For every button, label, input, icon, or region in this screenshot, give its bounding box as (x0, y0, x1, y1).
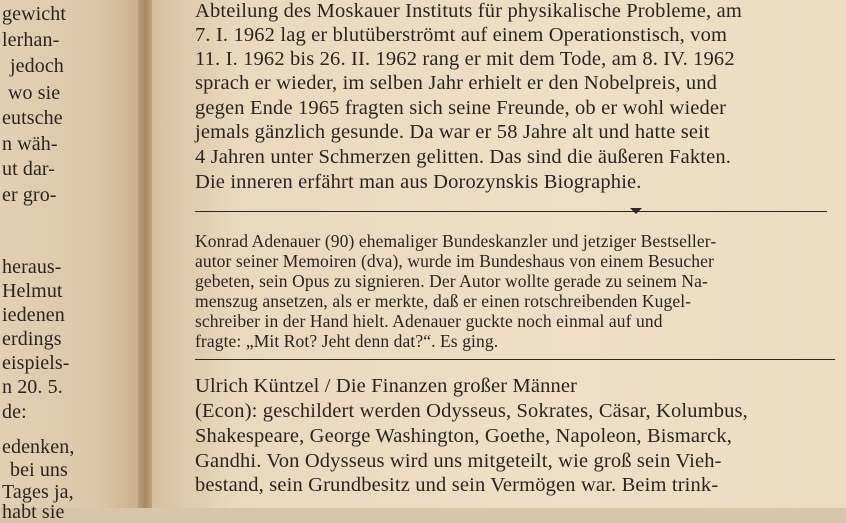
article-line: Abteilung des Moskauer Instituts für physikalische Probleme, am (195, 0, 742, 22)
article-line: gegen Ende 1965 fragten sich seine Freunde, ob er wohl wieder (195, 97, 727, 119)
article-line: 4 Jahren unter Schmerzen gelitten. Das sind die äußeren Fakten. (195, 146, 732, 168)
left-page-line: erdings (2, 328, 62, 350)
left-page-line: gewicht (2, 3, 67, 25)
notice-line: autor seiner Memoiren (dva), wurde im Bundeshaus von einem Besucher (195, 251, 714, 271)
left-page-line: wo sie (8, 82, 61, 104)
left-page-line: eutsche (2, 107, 63, 129)
left-page-line: bei uns (10, 459, 68, 481)
right-page (152, 0, 846, 508)
left-page-line: edenken, (2, 436, 75, 458)
article-line: sprach er wieder, im selben Jahr erhielt er den Nobelpreis, und (195, 72, 718, 94)
article-line: 7. I. 1962 lag er blutüberströmt auf einem Operationstisch, vom (195, 24, 728, 46)
left-page (0, 0, 140, 523)
notice-line: schreiber in der Hand hielt. Adenauer guckte noch einmal auf und (195, 311, 663, 331)
article-line: Die inneren erfährt man aus Dorozynskis Biographie. (195, 171, 642, 193)
left-page-line: n wäh- (2, 133, 58, 155)
notice-line: menszug ansetzen, als er merkte, daß er einen rotschreibenden Kugel- (195, 291, 692, 311)
article-line: 11. I. 1962 bis 26. II. 1962 rang er mit dem Tode, am 8. IV. 1962 (195, 48, 735, 70)
notice-line: gebeten, sein Opus zu signieren. Der Autor wollte gerade zu seinem Na- (195, 271, 708, 291)
left-page-line: er gro- (2, 184, 57, 206)
left-page-line: Helmut (2, 280, 63, 302)
left-page-line: habt sie (2, 501, 65, 523)
left-page-line: Tages ja, (2, 481, 74, 503)
left-page-line: de: (2, 401, 27, 423)
left-page-line: lerhan- (2, 29, 60, 51)
left-page-line: jedoch (10, 55, 64, 77)
review-heading: Ulrich Küntzel / Die Finanzen großer Männer (195, 375, 578, 397)
divider-ornament (630, 208, 642, 214)
section-divider (195, 359, 835, 360)
left-page-line: iedenen (2, 304, 65, 326)
left-page-line: eispiels- (2, 352, 70, 374)
review-line: Shakespeare, George Washington, Goethe, Napoleon, Bismarck, (195, 425, 733, 447)
review-line: bestand, sein Grundbesitz und sein Vermögen war. Beim trink- (195, 474, 719, 496)
review-line: (Econ): geschildert werden Odysseus, Sokrates, Cäsar, Kolumbus, (195, 400, 748, 422)
review-line: Gandhi. Von Odysseus wird uns mitgeteilt, wie groß sein Vieh- (195, 450, 722, 472)
left-page-line: heraus- (2, 256, 62, 278)
article-line: jemals gänzlich gesunde. Da war er 58 Jahre alt und hatte seit (195, 121, 710, 143)
left-page-line: n 20. 5. (2, 376, 63, 398)
section-divider (195, 211, 827, 212)
left-page-line: ut dar- (2, 158, 56, 180)
notice-line: Konrad Adenauer (90) ehemaliger Bundeskanzler und jetziger Bestseller- (195, 231, 717, 251)
notice-line: fragte: „Mit Rot? Jeht denn dat?“. Es ging. (195, 331, 499, 351)
